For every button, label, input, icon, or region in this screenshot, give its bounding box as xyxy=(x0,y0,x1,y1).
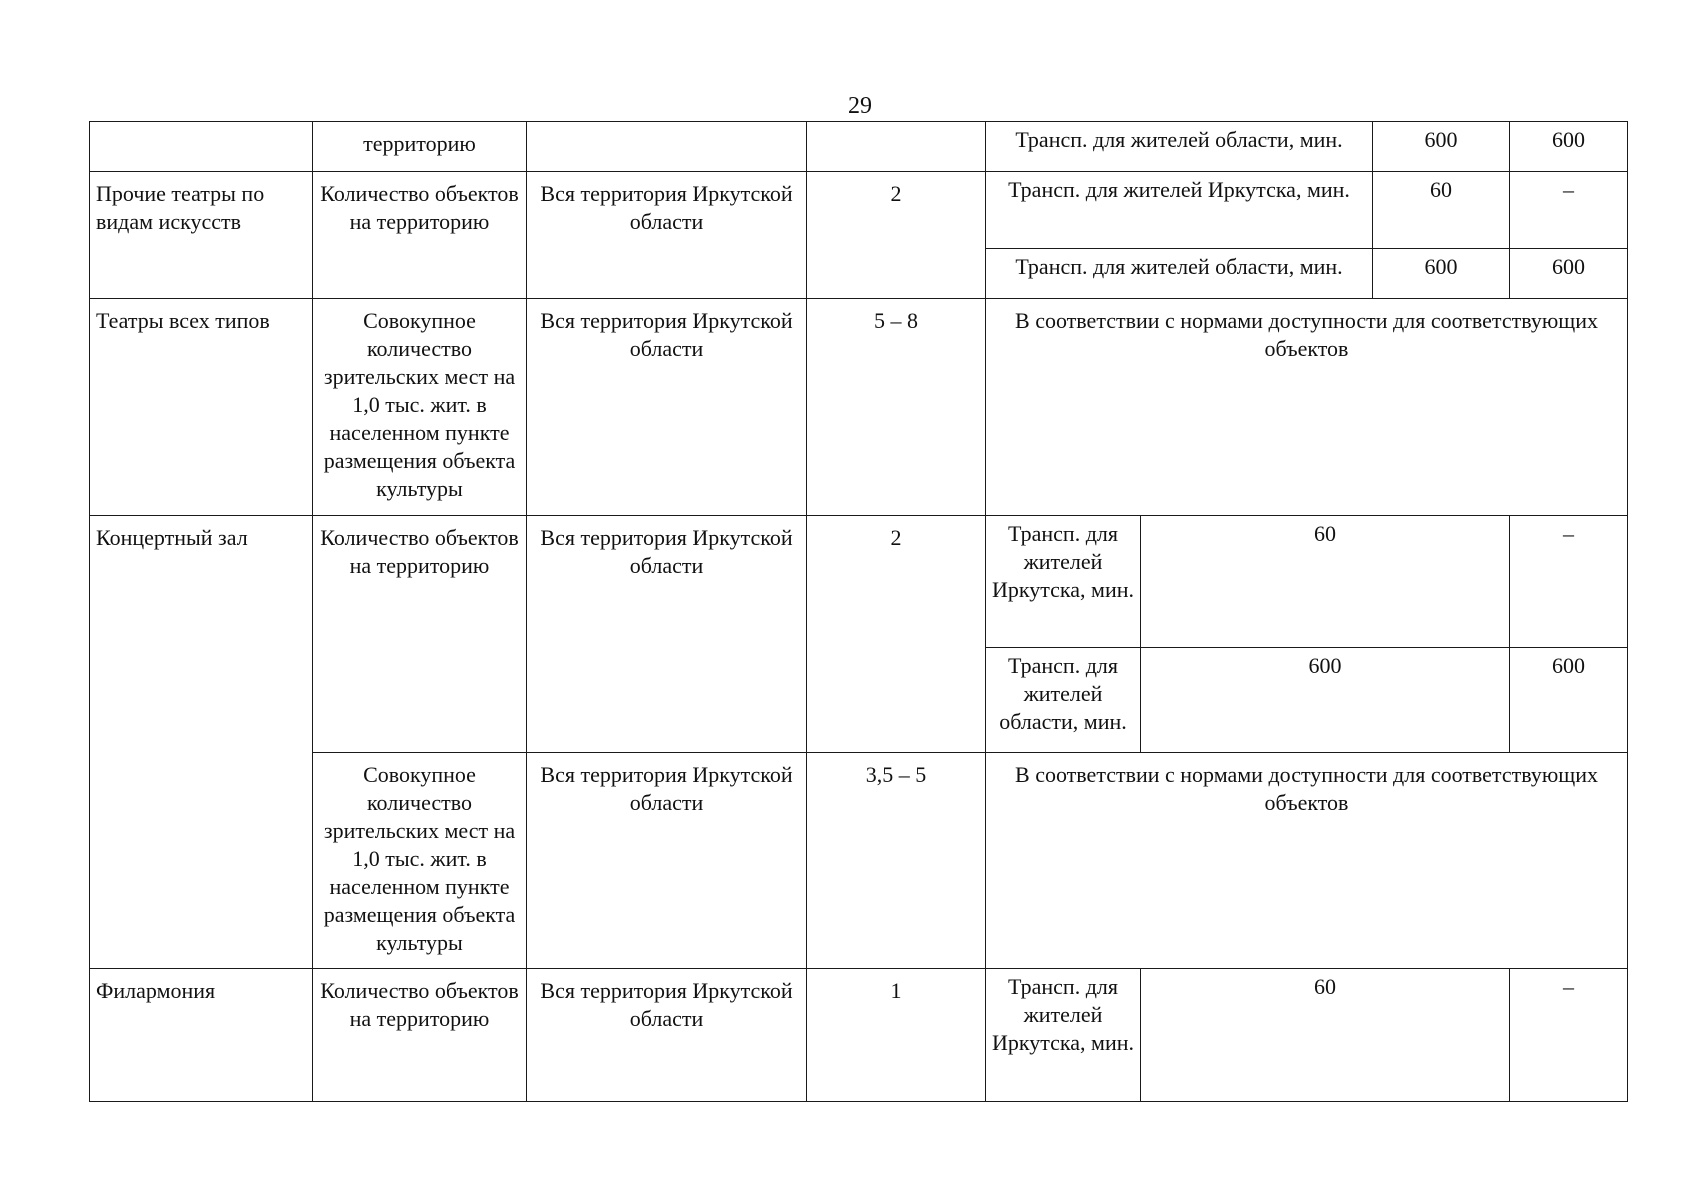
value-cell: 2 xyxy=(807,172,986,299)
access-cell: Трансп. для жителей Иркутска, мин. xyxy=(986,969,1141,1102)
indicator-cell: Количество объектов на территорию xyxy=(313,969,527,1102)
table-row xyxy=(90,172,1628,249)
territory-cell xyxy=(527,122,807,172)
note-cell: В соответствии с нормами доступности для соответствующих объектов xyxy=(986,753,1628,969)
indicator-cell: территорию xyxy=(313,122,527,172)
territory-cell: Вся территория Иркутской области xyxy=(527,969,807,1102)
page-number: 29 xyxy=(848,93,872,119)
max-cell: 600 xyxy=(1141,648,1510,753)
table-row xyxy=(90,753,1628,969)
indicator-cell: Совокупное количество зрительских мест на 1,0 тыс. жит. в населенном пункте размещения объекта культуры xyxy=(313,299,527,516)
object-cell: Прочие театры по видам искусств xyxy=(90,172,313,299)
access-cell: Трансп. для жителей области, мин. xyxy=(986,648,1141,753)
level-cell: – xyxy=(1510,969,1628,1102)
access-cell: Трансп. для жителей области, мин. xyxy=(986,122,1373,172)
table-row xyxy=(90,516,1628,648)
indicator-cell: Количество объектов на территорию xyxy=(313,172,527,299)
level-cell: – xyxy=(1510,516,1628,648)
max-cell: 600 xyxy=(1373,249,1510,299)
access-cell: Трансп. для жителей области, мин. xyxy=(986,249,1373,299)
max-cell: 60 xyxy=(1141,969,1510,1102)
level-cell: 600 xyxy=(1510,122,1628,172)
territory-cell: Вся территория Иркутской области xyxy=(527,753,807,969)
object-cell: Театры всех типов xyxy=(90,299,313,516)
max-cell: 60 xyxy=(1373,172,1510,249)
value-cell: 1 xyxy=(807,969,986,1102)
max-cell: 60 xyxy=(1141,516,1510,648)
level-cell: – xyxy=(1510,172,1628,249)
norms-table xyxy=(89,121,1628,1102)
access-cell: Трансп. для жителей Иркутска, мин. xyxy=(986,516,1141,648)
table-row xyxy=(90,122,1628,172)
value-cell: 3,5 – 5 xyxy=(807,753,986,969)
table-row xyxy=(90,299,1628,516)
indicator-cell: Совокупное количество зрительских мест на 1,0 тыс. жит. в населенном пункте размещения объекта культуры xyxy=(313,753,527,969)
access-cell: Трансп. для жителей Иркутска, мин. xyxy=(986,172,1373,249)
note-cell: В соответствии с нормами доступности для соответствующих объектов xyxy=(986,299,1628,516)
value-cell xyxy=(807,122,986,172)
value-cell: 5 – 8 xyxy=(807,299,986,516)
max-cell: 600 xyxy=(1373,122,1510,172)
territory-cell: Вся территория Иркутской области xyxy=(527,516,807,753)
value-cell: 2 xyxy=(807,516,986,753)
object-cell: Филармония xyxy=(90,969,313,1102)
territory-cell: Вся территория Иркутской области xyxy=(527,172,807,299)
indicator-cell: Количество объектов на территорию xyxy=(313,516,527,753)
territory-cell: Вся территория Иркутской области xyxy=(527,299,807,516)
object-cell: Концертный зал xyxy=(90,516,313,969)
level-cell: 600 xyxy=(1510,249,1628,299)
object-cell xyxy=(90,122,313,172)
table-row xyxy=(90,969,1628,1102)
level-cell: 600 xyxy=(1510,648,1628,753)
